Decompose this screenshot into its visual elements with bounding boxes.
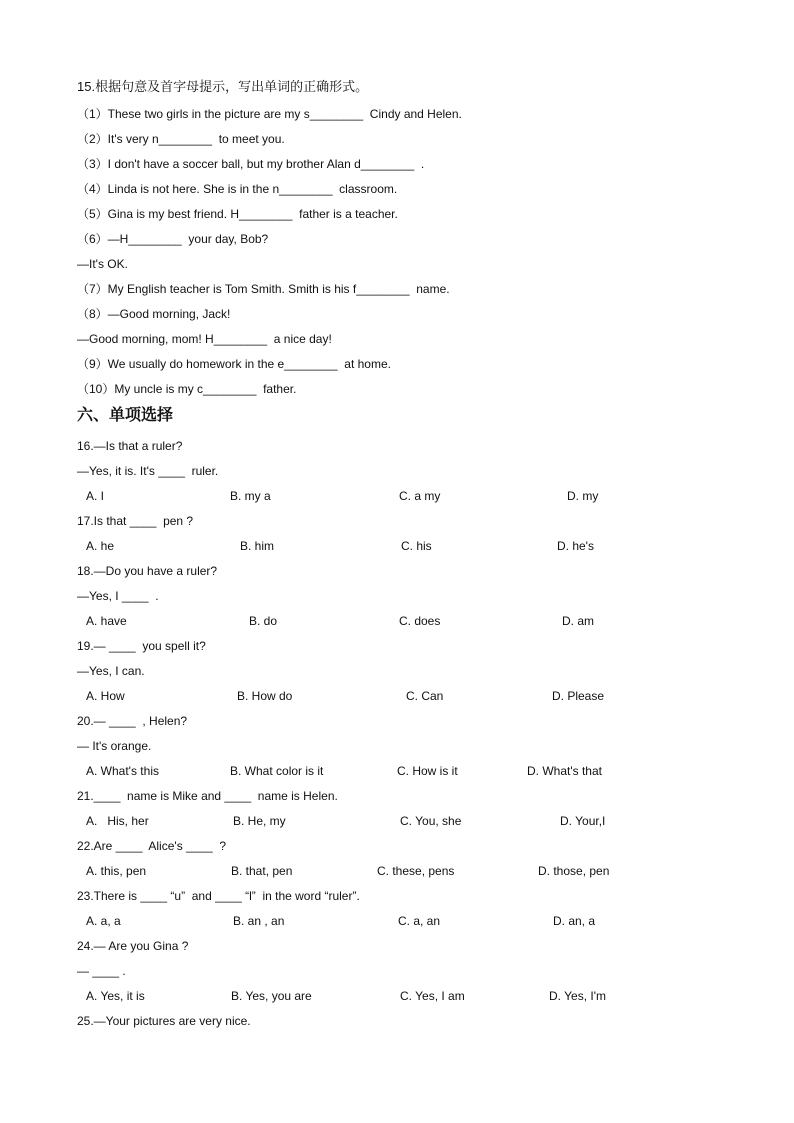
section-title: 六、单项选择 [77, 405, 174, 424]
part15-item: （4）Linda is not here. She is in the n________ classroom. [77, 182, 398, 196]
answer-option[interactable]: D. he's [557, 539, 594, 553]
part15-item: （6）—H________ your day, Bob? [77, 232, 269, 246]
question-text: — ____ . [77, 964, 126, 978]
part15-title: 15.根据句意及首字母提示，写出单词的正确形式。 [77, 79, 369, 94]
part15-item: （9）We usually do homework in the e________ at home. [77, 357, 391, 371]
question-text: —Yes, it is. It's ____ ruler. [77, 464, 219, 478]
part15-item: —Good morning, mom! H________ a nice day! [77, 332, 332, 346]
part15-item: （10）My uncle is my c________ father. [77, 382, 297, 396]
part15-item: （8）—Good morning, Jack! [77, 307, 231, 321]
question-text: 23.There is ____ “u” and ____ “l” in the word “ruler”. [77, 889, 360, 903]
answer-option[interactable]: C. a, an [398, 914, 441, 928]
answer-option[interactable]: A. he [86, 539, 115, 553]
answer-option[interactable]: D. those, pen [538, 864, 610, 878]
answer-option[interactable]: A. a, a [86, 914, 121, 928]
question-text: 18.—Do you have a ruler? [77, 564, 218, 578]
question-text: —Yes, I can. [77, 664, 145, 678]
answer-option[interactable]: B. an , an [233, 914, 285, 928]
answer-option[interactable]: B. Yes, you are [231, 989, 312, 1003]
answer-option[interactable]: B. What color is it [230, 764, 324, 778]
answer-option[interactable]: D. Your,I [560, 814, 606, 828]
answer-option[interactable]: B. He, my [233, 814, 286, 828]
answer-option[interactable]: B. How do [237, 689, 293, 703]
answer-option[interactable]: B. that, pen [231, 864, 293, 878]
answer-option[interactable]: A. What's this [86, 764, 159, 778]
answer-option[interactable]: A. How [86, 689, 125, 703]
answer-option[interactable]: B. do [249, 614, 278, 628]
question-text: —Yes, I ____ . [77, 589, 159, 603]
question-text: 16.—Is that a ruler? [77, 439, 183, 453]
answer-option[interactable]: D. What's that [527, 764, 602, 778]
answer-option[interactable]: A. I [86, 489, 105, 503]
question-text: 20.— ____ , Helen? [77, 714, 188, 728]
part15-item: —It's OK. [77, 257, 128, 271]
answer-option[interactable]: A. His, her [86, 814, 149, 828]
answer-option[interactable]: B. my a [230, 489, 271, 503]
question-text: — It's orange. [77, 739, 152, 753]
answer-option[interactable]: A. have [86, 614, 127, 628]
question-text: 17.Is that ____ pen ? [77, 514, 194, 528]
part15-item: （3）I don't have a soccer ball, but my brother Alan d________ . [77, 157, 425, 171]
answer-option[interactable]: D. Please [552, 689, 605, 703]
answer-option[interactable]: C. these, pens [377, 864, 455, 878]
answer-option[interactable]: C. does [399, 614, 441, 628]
answer-option[interactable]: D. Yes, I'm [549, 989, 606, 1003]
answer-option[interactable]: D. an, a [553, 914, 596, 928]
answer-option[interactable]: D. am [562, 614, 595, 628]
part15-item: （1）These two girls in the picture are my s________ Cindy and Helen. [77, 107, 462, 121]
answer-option[interactable]: A. this, pen [86, 864, 147, 878]
question-text: 25.—Your pictures are very nice. [77, 1014, 251, 1028]
answer-option[interactable]: A. Yes, it is [86, 989, 145, 1003]
question-text: 21.____ name is Mike and ____ name is Helen. [77, 789, 338, 803]
answer-option[interactable]: C. Can [406, 689, 444, 703]
part15-item: （7）My English teacher is Tom Smith. Smith is his f________ name. [77, 282, 450, 296]
question-text: 22.Are ____ Alice's ____ ? [77, 839, 227, 853]
answer-option[interactable]: D. my [567, 489, 599, 503]
answer-option[interactable]: B. him [240, 539, 275, 553]
part15-item: （5）Gina is my best friend. H________ father is a teacher. [77, 207, 398, 221]
answer-option[interactable]: C. his [401, 539, 432, 553]
answer-option[interactable]: C. You, she [400, 814, 462, 828]
question-text: 24.— Are you Gina ? [77, 939, 189, 953]
question-text: 19.— ____ you spell it? [77, 639, 206, 653]
part15-item: （2）It's very n________ to meet you. [77, 132, 285, 146]
answer-option[interactable]: C. a my [399, 489, 441, 503]
answer-option[interactable]: C. Yes, I am [400, 989, 465, 1003]
answer-option[interactable]: C. How is it [397, 764, 458, 778]
